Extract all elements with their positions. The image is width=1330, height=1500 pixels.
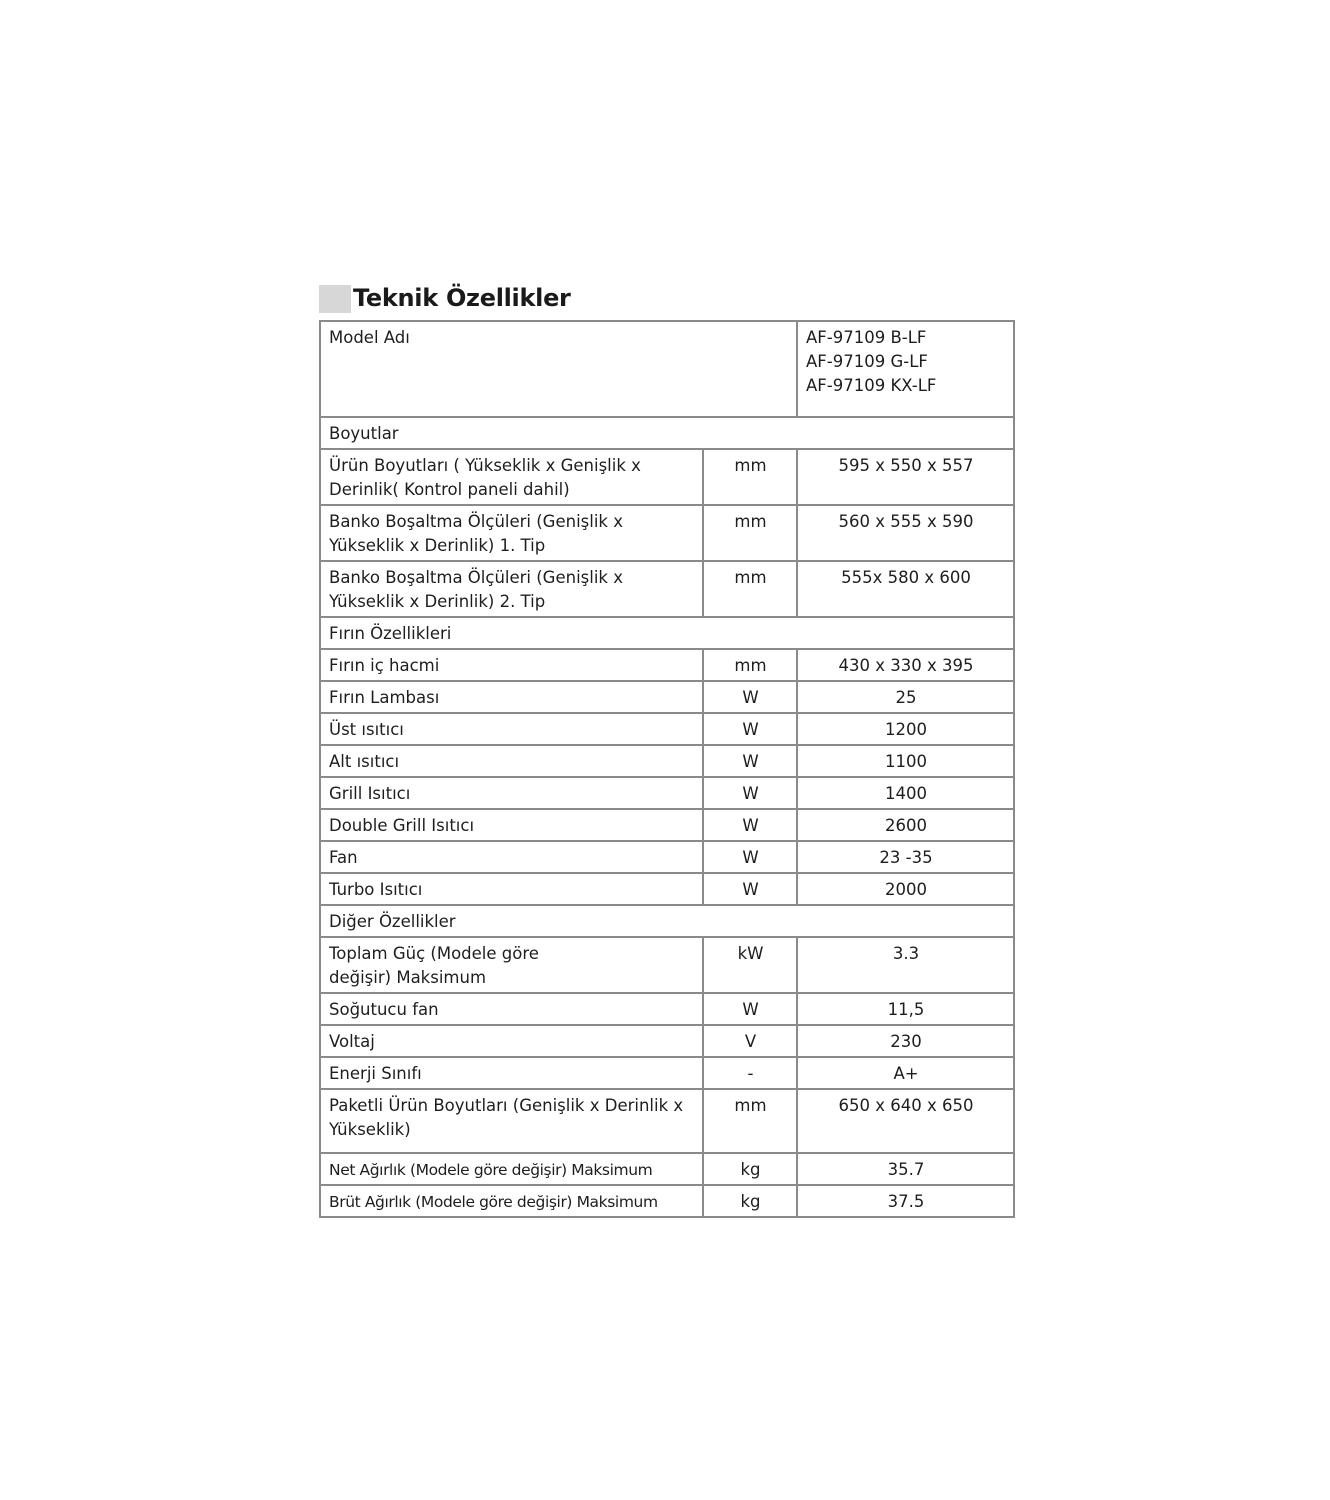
spec-value: 650 x 640 x 650 xyxy=(797,1089,1014,1153)
table-row xyxy=(320,561,1014,617)
section-row xyxy=(320,617,1014,649)
spec-value: 25 xyxy=(797,681,1014,713)
table-row xyxy=(320,809,1014,841)
model-value: AF-97109 B-LF xyxy=(806,328,927,347)
section-row xyxy=(320,417,1014,449)
spec-value: 37.5 xyxy=(797,1185,1014,1217)
model-row xyxy=(320,321,1014,417)
spec-label: Alt ısıtıcı xyxy=(320,745,703,777)
spec-value: 2600 xyxy=(797,809,1014,841)
spec-label: Fan xyxy=(320,841,703,873)
spec-unit: kW xyxy=(703,937,797,993)
spec-value: 23 -35 xyxy=(797,841,1014,873)
spec-value: 1400 xyxy=(797,777,1014,809)
spec-value: 430 x 330 x 395 xyxy=(797,649,1014,681)
spec-label: Enerji Sınıfı xyxy=(320,1057,703,1089)
spec-value: 555x 580 x 600 xyxy=(797,561,1014,617)
spec-unit: W xyxy=(703,713,797,745)
section-heading xyxy=(319,283,1013,320)
spec-label: Paketli Ürün Boyutları (Genişlik x Derinlik x Yükseklik) xyxy=(320,1089,703,1153)
spec-label: Net Ağırlık (Modele göre değişir) Maksimum xyxy=(320,1153,703,1185)
spec-value: 230 xyxy=(797,1025,1014,1057)
spec-unit: W xyxy=(703,745,797,777)
spec-unit: kg xyxy=(703,1153,797,1185)
spec-unit: kg xyxy=(703,1185,797,1217)
spec-value: 3.3 xyxy=(797,937,1014,993)
spec-value: 1100 xyxy=(797,745,1014,777)
table-row xyxy=(320,1057,1014,1089)
spec-label: Grill Isıtıcı xyxy=(320,777,703,809)
spec-label: Toplam Güç (Modele göre değişir) Maksimum xyxy=(320,937,703,993)
spec-unit: - xyxy=(703,1057,797,1089)
table-row xyxy=(320,745,1014,777)
spec-unit: W xyxy=(703,993,797,1025)
section-title: Fırın Özellikleri xyxy=(320,617,1014,649)
model-value: AF-97109 G-LF xyxy=(806,352,928,371)
spec-label: Fırın Lambası xyxy=(320,681,703,713)
spec-label: Banko Boşaltma Ölçüleri (Genişlik x Yükseklik x Derinlik) 1. Tip xyxy=(320,505,703,561)
spec-unit: mm xyxy=(703,1089,797,1153)
table-row xyxy=(320,993,1014,1025)
table-row xyxy=(320,937,1014,993)
spec-unit: mm xyxy=(703,649,797,681)
spec-label: Soğutucu fan xyxy=(320,993,703,1025)
section-row xyxy=(320,905,1014,937)
spec-label: Üst ısıtıcı xyxy=(320,713,703,745)
spec-label: Fırın iç hacmi xyxy=(320,649,703,681)
spec-unit: W xyxy=(703,777,797,809)
spec-unit: mm xyxy=(703,505,797,561)
spec-unit: mm xyxy=(703,561,797,617)
table-row xyxy=(320,873,1014,905)
table-row xyxy=(320,1153,1014,1185)
table-row xyxy=(320,449,1014,505)
page-title: Teknik Özellikler xyxy=(353,284,571,312)
table-row xyxy=(320,777,1014,809)
spec-value: 595 x 550 x 557 xyxy=(797,449,1014,505)
spec-unit: W xyxy=(703,809,797,841)
spec-unit: mm xyxy=(703,449,797,505)
spec-label: Ürün Boyutları ( Yükseklik x Genişlik x Derinlik( Kontrol paneli dahil) xyxy=(320,449,703,505)
section-title: Boyutlar xyxy=(320,417,1014,449)
section-title: Diğer Özellikler xyxy=(320,905,1014,937)
spec-value: 11,5 xyxy=(797,993,1014,1025)
spec-table xyxy=(319,320,1015,1218)
model-label: Model Adı xyxy=(320,321,797,417)
spec-value: A+ xyxy=(797,1057,1014,1089)
spec-value: 35.7 xyxy=(797,1153,1014,1185)
spec-label: Banko Boşaltma Ölçüleri (Genişlik x Yükseklik x Derinlik) 2. Tip xyxy=(320,561,703,617)
spec-label: Brüt Ağırlık (Modele göre değişir) Maksimum xyxy=(320,1185,703,1217)
table-row xyxy=(320,1185,1014,1217)
spec-unit: W xyxy=(703,681,797,713)
model-value: AF-97109 KX-LF xyxy=(806,376,937,395)
table-row xyxy=(320,841,1014,873)
spec-unit: V xyxy=(703,1025,797,1057)
spec-label: Turbo Isıtıcı xyxy=(320,873,703,905)
table-row xyxy=(320,649,1014,681)
table-row xyxy=(320,505,1014,561)
spec-value: 560 x 555 x 590 xyxy=(797,505,1014,561)
heading-marker xyxy=(319,285,351,313)
spec-document xyxy=(319,283,1013,1218)
table-row xyxy=(320,713,1014,745)
spec-unit: W xyxy=(703,873,797,905)
table-row xyxy=(320,1089,1014,1153)
spec-value: 1200 xyxy=(797,713,1014,745)
model-values xyxy=(797,321,1014,417)
table-row xyxy=(320,681,1014,713)
spec-unit: W xyxy=(703,841,797,873)
table-row xyxy=(320,1025,1014,1057)
spec-label: Voltaj xyxy=(320,1025,703,1057)
spec-label: Double Grill Isıtıcı xyxy=(320,809,703,841)
spec-value: 2000 xyxy=(797,873,1014,905)
